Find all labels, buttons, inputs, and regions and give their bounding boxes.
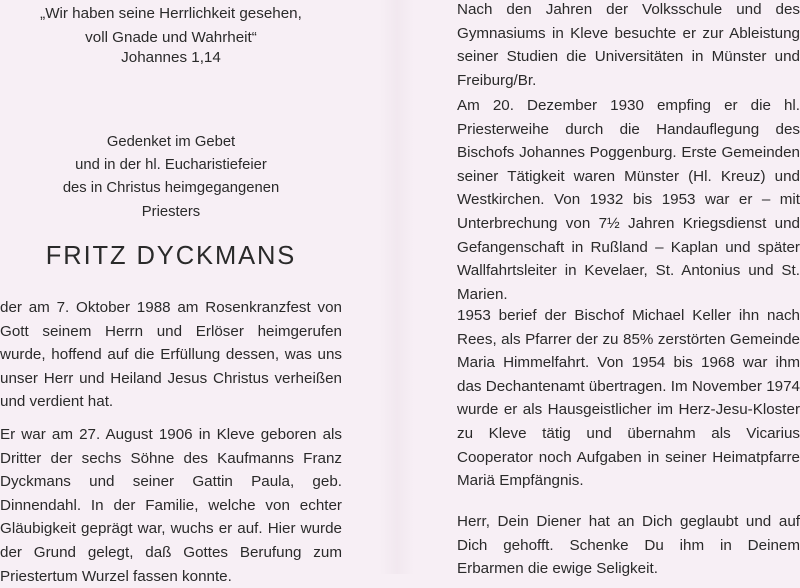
dedication-line: Gedenket im Gebet <box>106 134 236 150</box>
dedication-line: des in Christus heimgegangenen <box>62 180 280 197</box>
paragraph-prayer: Herr, Dein Diener hat an Dich geglaubt und auf Dich gehofft. Schenke Du ihm in Deinem Erbarmen die ewige Seligkeit. <box>457 513 800 578</box>
paragraph-birth: Er war am 27. August 1906 in Kleve geboren als Dritter der sechs Söhne des Kaufmanns Franz Dyckmans und seiner Gattin Paula, geb. Dinnendahl. In der Familie, welche von echter Gläubigkeit geprägt war, wuchs er auf. Hier wurde der Grund gelegt, daß Gottes Berufung zum Priestertum Wurzel fassen konnte. <box>0 426 342 585</box>
memorial-dedication <box>0 131 342 224</box>
bible-quote <box>0 2 342 50</box>
paragraph-pastorate: 1953 berief der Bischof Michael Keller ihn nach Rees, als Pfarrer der zu 85% zerstörten Gemeinde Maria Himmelfahrt. Von 1954 bis 1968 war ihm das Dechantenamt übertragen. Im November 1974 wurde er als Hausgeistlicher im Herz-Jesu-Kloster zu Kleve tätig und übernahm als Vicarius Cooperator noch Aufgaben in seiner Heimatpfarre Mariä Empfängnis. <box>457 307 800 490</box>
dedication-line: und in der hl. Eucharistiefeier <box>75 157 267 174</box>
paragraph-ordination: Am 20. Dezember 1930 empfing er die hl. Priesterweihe durch die Handauflegung des Bischofs Johannes Poggenburg. Erste Gemeinden seiner Tätigkeit waren Münster (Hl. Kreuz) und Westkirchen. Von 1932 bis 1953 war er – mit Unterbrechung von 7½ Jahren Kriegsdienst und Gefangenschaft in Rußland – Kaplan und später Wallfahrtsleiter in Kevelaer, St. Antonius und St. Marien. <box>457 97 800 303</box>
dedication-line: Priesters <box>141 203 201 220</box>
deceased-name: FRITZ DYCKMANS <box>45 242 297 270</box>
quote-line: voll Gnade und Wahrheit“ <box>85 29 257 46</box>
paragraph-death: der am 7. Oktober 1988 am Rosenkranzfest von Gott seinem Herrn und Erlöser heimgerufen wurde, hoffend auf die Erfüllung dessen, was uns unser Herr und Heiland Jesus Christus verheißen und verdient hat. <box>0 299 342 411</box>
left-column <box>0 0 342 585</box>
quote-line: „Wir haben seine Herrlichkeit gesehen, <box>40 5 302 22</box>
quote-reference: Johannes 1,14 <box>121 49 221 66</box>
page-fold <box>380 0 414 574</box>
paragraph-education: Nach den Jahren der Volksschule und des Gymnasiums in Kleve besuchte er zur Ableistung seiner Studien die Universitäten in Münster und Freiburg/Br. <box>457 1 800 89</box>
